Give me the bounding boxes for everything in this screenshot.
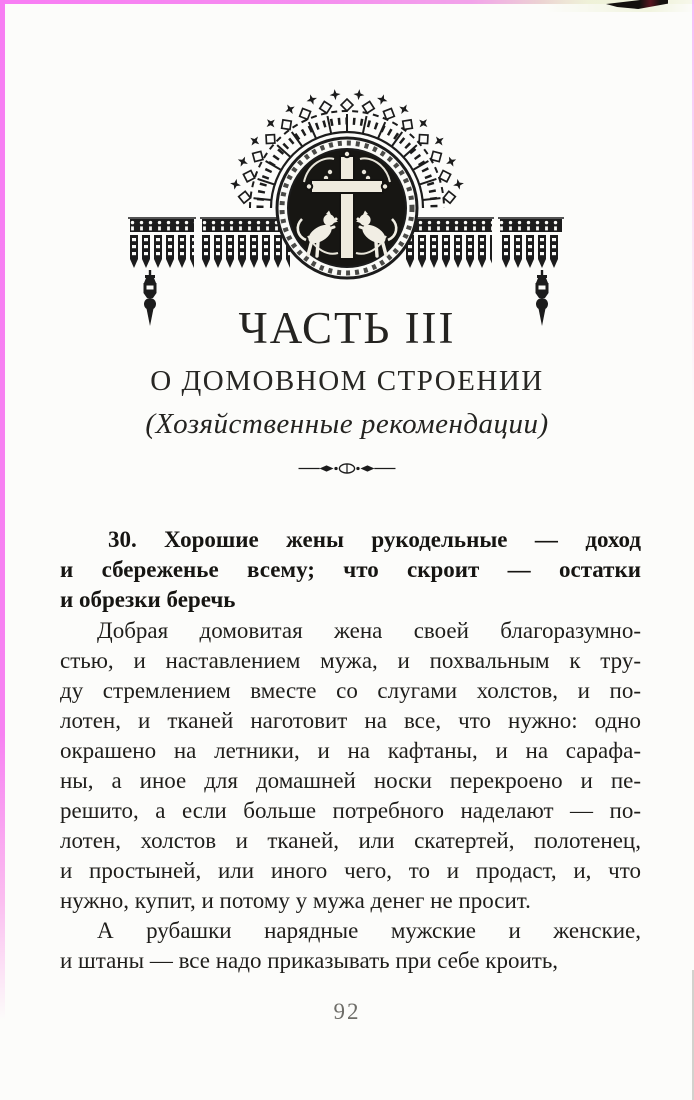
- section-heading: [60, 525, 641, 615]
- text-line: и простыней, или иного чего, то и продаст, и, что: [60, 858, 641, 883]
- text-line: ны, а иное для домашней носки перекроено и пе-: [60, 768, 641, 793]
- text-line: ду стремлением вместе со слугами холстов, и по-: [60, 678, 641, 703]
- section-divider-icon: [0, 461, 694, 481]
- heading-line: и сбереженье всему; что скроит — остатки: [60, 557, 641, 582]
- text-line: окрашено на летники, и на кафтаны, и на сарафа-: [60, 738, 641, 763]
- page-number: 92: [333, 999, 361, 1024]
- heading-line: 30. Хорошие жены рукодельные — доход: [108, 527, 641, 552]
- text-line: лотен, холстов и тканей, или скатертей, полотенец,: [60, 828, 641, 853]
- cross-medallion: [277, 138, 417, 278]
- part-subtitle-note: (Хозяйственные рекомендации): [145, 408, 549, 440]
- part-subtitle: О ДОМОВНОМ СТРОЕНИИ: [150, 365, 544, 397]
- text-line: решито, а если больше потребного наделают — по-: [60, 798, 641, 823]
- text-line: А рубашки нарядные мужские и женские,: [97, 918, 641, 943]
- part-title: ЧАСТЬ III: [238, 303, 456, 353]
- text-line: Добрая домовитая жена своей благоразумно-: [97, 618, 641, 643]
- heading-line: и обрезки беречь: [60, 587, 236, 612]
- text-line: лотен, и тканей наготовит на все, что нужно: одно: [60, 708, 641, 733]
- text-line: и штаны — все надо приказывать при себе кроить,: [60, 948, 559, 973]
- text-line: стью, и наставлением мужа, и похвальным к тру-: [60, 648, 641, 673]
- text-line: нужно, купит, и потому у мужа денег не просит.: [60, 888, 531, 913]
- scan-edge-left: [0, 0, 5, 1020]
- body-text: [60, 616, 641, 976]
